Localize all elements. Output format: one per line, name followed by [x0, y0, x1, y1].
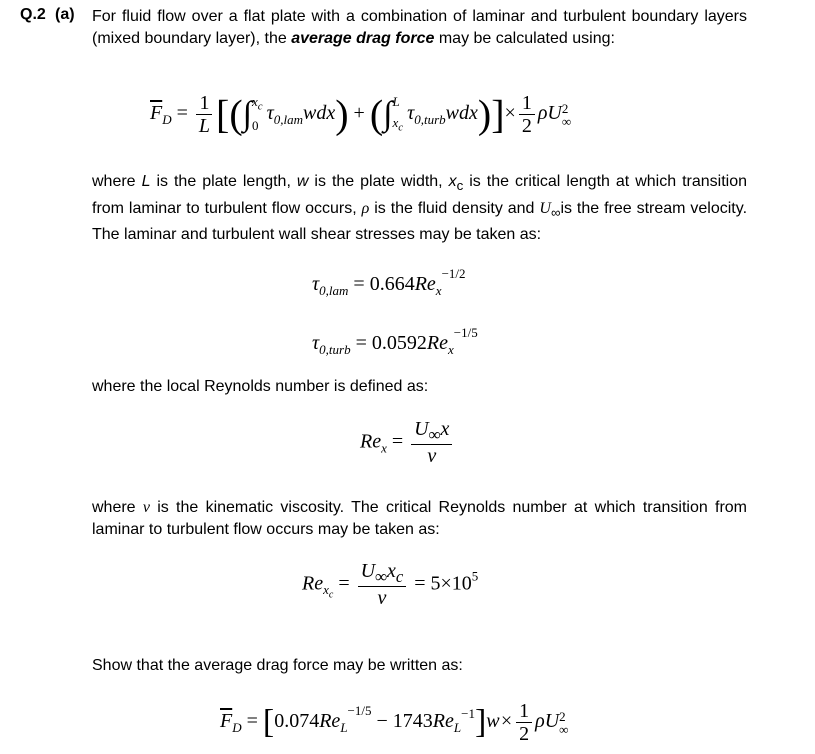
eq-term: ρU: [537, 102, 562, 125]
equation-turbulent-shear: [312, 325, 478, 358]
question-part: (a): [55, 6, 75, 23]
eq-term: 2: [559, 708, 566, 724]
eq-term: ∞: [428, 425, 441, 444]
eq-term: 0,turb: [414, 112, 446, 128]
intro-text: For fluid flow over a flat plate with a combination of laminar and turbulent boundary layers (mixed boundary layer), the: [92, 8, 747, 47]
equation-local-reynolds: [360, 418, 455, 467]
eq-term: ∞: [375, 567, 387, 586]
fraction: [358, 560, 407, 609]
eq-term: U: [360, 560, 376, 582]
text: is the fluid density and: [369, 199, 540, 217]
eq-term: = 5×10: [414, 572, 472, 595]
eq-term: 1: [519, 92, 535, 115]
eq-term: D: [232, 720, 242, 736]
text: ρ: [361, 199, 370, 217]
text: ν: [142, 499, 150, 516]
eq-term: 1: [196, 92, 212, 115]
text: is the critical length at which transition from laminar to turbulent flow occurs,: [92, 173, 748, 217]
eq-term: x: [440, 418, 450, 440]
eq-term: c: [257, 100, 263, 113]
text: ∞: [550, 204, 561, 220]
eq-term: −1/2: [441, 266, 466, 281]
eq-term: Re: [414, 273, 436, 295]
eq-term: w×: [486, 710, 514, 733]
eq-term: x: [251, 94, 258, 110]
eq-term: x: [392, 114, 399, 130]
fraction: [519, 92, 535, 137]
eq-term: =: [176, 102, 188, 125]
eq-term: Re: [360, 430, 382, 453]
definitions-paragraph: [92, 171, 747, 247]
kinematic-viscosity-paragraph: [92, 497, 747, 540]
eq-term: $\overline{F}$: [150, 102, 163, 125]
eq-term: = 0.0592: [355, 332, 427, 354]
eq-term: L: [198, 115, 211, 137]
eq-term: 0,turb: [319, 342, 351, 357]
eq-term: Re: [319, 710, 341, 733]
eq-term: =: [246, 710, 258, 733]
text: x: [448, 173, 457, 190]
fraction: [196, 92, 213, 137]
text: U: [539, 199, 551, 217]
eq-term: +: [353, 102, 365, 125]
eq-term: 2: [519, 723, 530, 745]
eq-term: 2: [521, 115, 532, 137]
eq-term: c: [395, 567, 404, 586]
eq-term: =: [338, 572, 350, 595]
eq-term: x: [323, 582, 329, 598]
eq-term: x: [386, 560, 396, 582]
eq-term: − 1743: [376, 710, 433, 733]
eq-term: τ: [312, 273, 320, 295]
text: is the plate width,: [308, 173, 449, 190]
eq-term: L: [392, 94, 400, 110]
eq-term: τ: [266, 102, 274, 125]
eq-term: −1/5: [347, 703, 372, 719]
eq-term: L: [453, 720, 462, 736]
eq-term: 2: [561, 100, 569, 116]
eq-term: ν: [377, 587, 387, 610]
equation-final-drag-force: $\overline{F}_D = [0.074Re_L^{-1/5} - 1743Re_L^{-1}]w\times$ $\frac{1}{2}$ ρU 2 ∞: [220, 700, 569, 745]
eq-term: −1: [461, 706, 475, 722]
eq-term: ×: [504, 102, 516, 125]
eq-term: =: [391, 430, 404, 453]
eq-term: wdx: [445, 102, 478, 125]
show-that-text: Show that the average drag force may be written as:: [92, 657, 463, 674]
eq-term: c: [398, 121, 404, 134]
eq-term: Re: [432, 710, 454, 733]
eq-term: τ: [312, 332, 320, 354]
eq-term: L: [340, 720, 348, 736]
fraction: [516, 700, 532, 745]
text: L: [141, 173, 151, 190]
eq-term: Re: [426, 332, 448, 354]
text: is the plate length,: [150, 173, 297, 190]
question-number: Q.2: [20, 6, 46, 23]
text: c: [456, 178, 464, 194]
emphasis-average-drag-force: average drag force: [291, 29, 435, 47]
eq-term: x: [435, 283, 442, 298]
eq-term: ρU: [535, 710, 560, 733]
eq-term: ν: [427, 445, 437, 468]
eq-term: x: [447, 342, 454, 357]
eq-term: 0: [251, 118, 259, 134]
eq-term: = 0.664: [353, 273, 415, 295]
text: is the free stream velocity. The laminar and turbulent wall shear stresses may be taken as:: [92, 199, 748, 244]
fraction: [411, 418, 452, 467]
eq-term: Re: [302, 572, 324, 595]
text: where: [92, 173, 142, 190]
eq-term: 0.074: [274, 710, 320, 733]
eq-term: c: [328, 589, 334, 601]
text: where: [92, 499, 143, 516]
eq-term: 0,lam: [273, 112, 303, 128]
equation-drag-force-integral: $\overline{F}_D$ = $\frac{1}{L}$ [(∫ $x_c$ 0 $\tau_{0,lam}wdx$) + (∫ L $x_c$ $\tau_{0,turb}wdx)]\times$ $\frac{1}{2}$ ρU 2 ∞: [150, 91, 572, 137]
reynolds-intro: where the local Reynolds number is defined as:: [92, 378, 429, 395]
eq-term: x: [381, 440, 387, 456]
eq-term: wdx: [303, 102, 336, 125]
eq-term: 0,lam: [319, 283, 349, 298]
eq-term: D: [162, 112, 172, 128]
eq-term: U: [414, 418, 429, 440]
eq-term: 1: [516, 700, 532, 723]
eq-term: τ: [407, 102, 415, 125]
eq-term: $\overline{F}$: [220, 710, 233, 733]
equation-critical-reynolds: [302, 560, 478, 609]
text: w: [296, 173, 309, 190]
eq-term: −1/5: [453, 325, 478, 340]
eq-term: ∞: [561, 113, 572, 129]
eq-term: 5: [471, 568, 479, 584]
text: is the kinematic viscosity. The critical Reynolds number at which transition from laminar to turbulent flow occurs may be taken as:: [92, 499, 748, 538]
intro-text-end: may be calculated using:: [434, 29, 615, 47]
equation-laminar-shear: [312, 266, 466, 299]
intro-paragraph: [92, 6, 747, 49]
eq-term: ∞: [559, 721, 569, 737]
